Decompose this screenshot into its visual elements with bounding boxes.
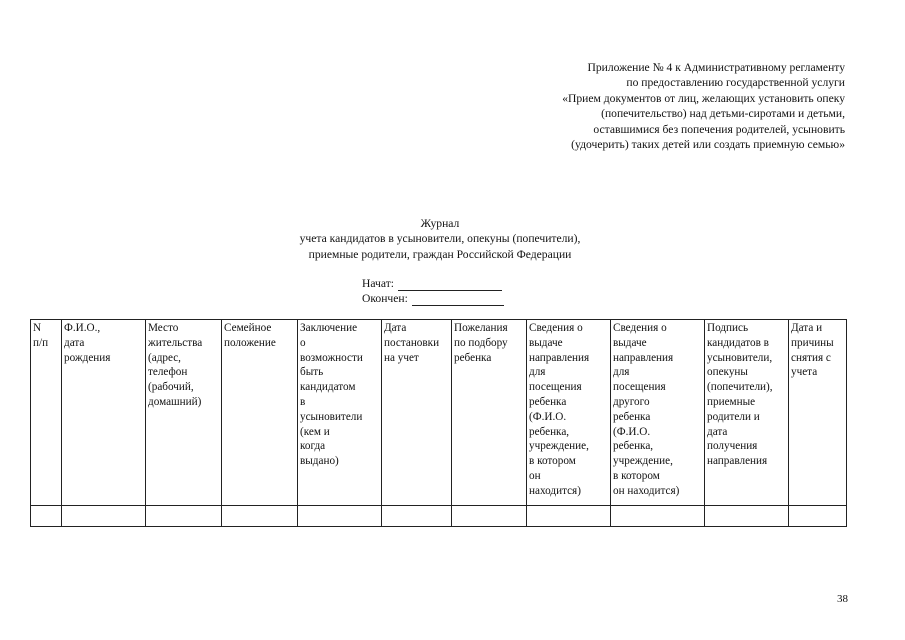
table-cell[interactable] <box>298 506 382 527</box>
started-label: Начат: <box>362 277 395 290</box>
table-row <box>31 506 847 527</box>
table-cell[interactable] <box>31 506 62 527</box>
table-cell[interactable] <box>382 506 452 527</box>
journal-dates <box>362 276 504 306</box>
appendix-line: (удочерить) таких детей или создать приемную семью» <box>571 138 845 152</box>
table-cell[interactable] <box>222 506 298 527</box>
ended-date-blank[interactable] <box>412 294 504 306</box>
col-header-referral-info: Сведения о выдаче направления для посещения ребенка (Ф.И.О. ребенка, учреждение, в котором он находится) <box>527 320 611 506</box>
appendix-line: по предоставлению государственной услуги <box>626 76 845 90</box>
col-header-residence: Место жительства (адрес, телефон (рабочий, домашний) <box>146 320 222 506</box>
table-cell[interactable] <box>789 506 847 527</box>
candidates-register-table <box>30 319 847 527</box>
ended-date-line <box>362 291 504 306</box>
col-header-family-status: Семейное положение <box>222 320 298 506</box>
appendix-header <box>480 60 845 152</box>
appendix-line: (попечительство) над детьми-сиротами и детьми, <box>601 107 845 121</box>
table-cell[interactable] <box>611 506 705 527</box>
started-date-line <box>362 276 504 291</box>
col-header-deregistration: Дата и причины снятия с учета <box>789 320 847 506</box>
table-cell[interactable] <box>146 506 222 527</box>
appendix-line: Приложение № 4 к Административному регламенту <box>587 61 845 74</box>
col-header-child-preferences: Пожелания по подбору ребенка <box>452 320 527 506</box>
col-header-registration-date: Дата постановки на учет <box>382 320 452 506</box>
appendix-line: оставшимися без попечения родителей, усыновить <box>593 122 845 136</box>
journal-subtitle-line: учета кандидатов в усыновители, опекуны (попечители), <box>299 232 581 246</box>
table-header-row <box>31 320 847 506</box>
col-header-signature: Подпись кандидатов в усыновители, опекуны (попечители), приемные родители и дата получения направления <box>705 320 789 506</box>
table-cell[interactable] <box>527 506 611 527</box>
journal-subtitle-line: приемные родители, граждан Российской Федерации <box>308 247 572 261</box>
table-cell[interactable] <box>452 506 527 527</box>
journal-title: Журнал <box>420 217 460 230</box>
col-header-referral-other-child: Сведения о выдаче направления для посещения другого ребенка (Ф.И.О. ребенка, учреждение, в котором он находится) <box>611 320 705 506</box>
appendix-line: «Прием документов от лиц, желающих установить опеку <box>562 91 845 105</box>
col-header-name-birthdate: Ф.И.О., дата рождения <box>62 320 146 506</box>
journal-title-block <box>240 216 640 262</box>
table-cell[interactable] <box>62 506 146 527</box>
col-header-conclusion: Заключение о возможности быть кандидатом в усыновители (кем и когда выдано) <box>298 320 382 506</box>
col-header-number: N п/п <box>31 320 62 506</box>
page-number: 38 <box>837 593 848 605</box>
table-cell[interactable] <box>705 506 789 527</box>
ended-label: Окончен: <box>362 292 408 305</box>
started-date-blank[interactable] <box>398 279 502 291</box>
